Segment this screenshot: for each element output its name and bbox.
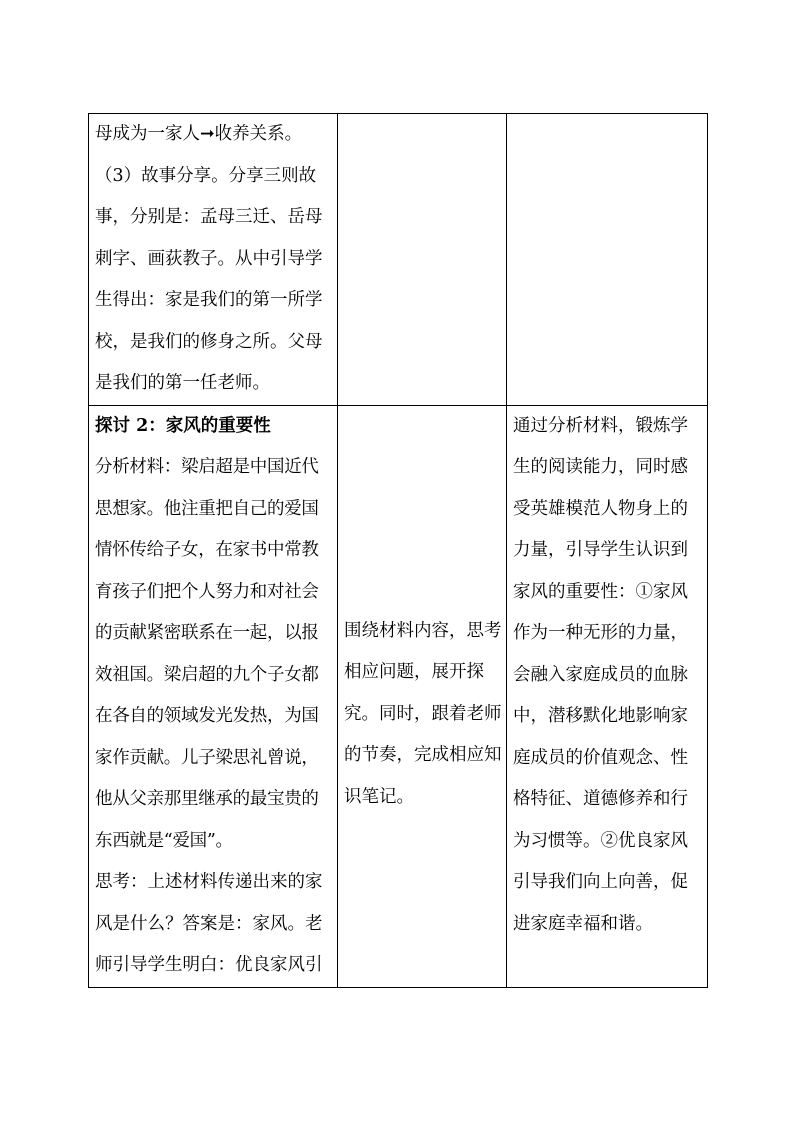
section-heading: 探讨 2：家风的重要性: [95, 415, 271, 436]
teacher-activity-cell: [89, 114, 338, 406]
table-row: [89, 405, 708, 987]
story-sharing-paragraph: （3）故事分享。分享三则故事，分别是：孟母三迁、岳母刺字、画荻教子。从中引导学生得出：家是我们的第一所学校，是我们的修身之所。父母是我们的第一任老师。: [95, 165, 323, 393]
material-paragraph: 分析材料：梁启超是中国近代思想家。他注重把自己的爱国情怀传给子女，在家书中常教育孩子们把个人努力和对社会的贡献紧密联系在一起，以报效祖国。梁启超的九个子女都在各自的领域发光发热，为国家作贡献。儿子梁思礼曾说，他从父亲那里继承的最宝贵的东西就是“爱国”。: [95, 457, 319, 851]
adoption-line: 母成为一家人➞收养关系。: [95, 124, 303, 144]
design-intent-cell: 通过分析材料，锻炼学生的阅读能力，同时感受英雄模范人物身上的力量，引导学生认识到家风的重要性：①家风作为一种无形的力量，会融入家庭成员的血脉中，潜移默化地影响家庭成员的价值观念、性格特征、道德修养和行为习惯等。②优良家风引导我们向上向善，促进家庭幸福和谐。: [507, 405, 708, 987]
design-intent-cell: [507, 114, 708, 406]
student-activity-cell: [338, 114, 507, 406]
table-row: [89, 114, 708, 406]
question-paragraph: 思考：上述材料传递出来的家风是什么？答案是：家风。老师引导学生明白：优良家风引: [95, 872, 323, 975]
student-activity-text: 围绕材料内容，思考相应问题，展开探究。同时，跟着老师的节奏，完成相应知识笔记。: [344, 620, 502, 807]
teacher-activity-cell: [89, 405, 338, 987]
lesson-plan-table: [88, 113, 708, 988]
student-activity-cell: [338, 405, 507, 987]
